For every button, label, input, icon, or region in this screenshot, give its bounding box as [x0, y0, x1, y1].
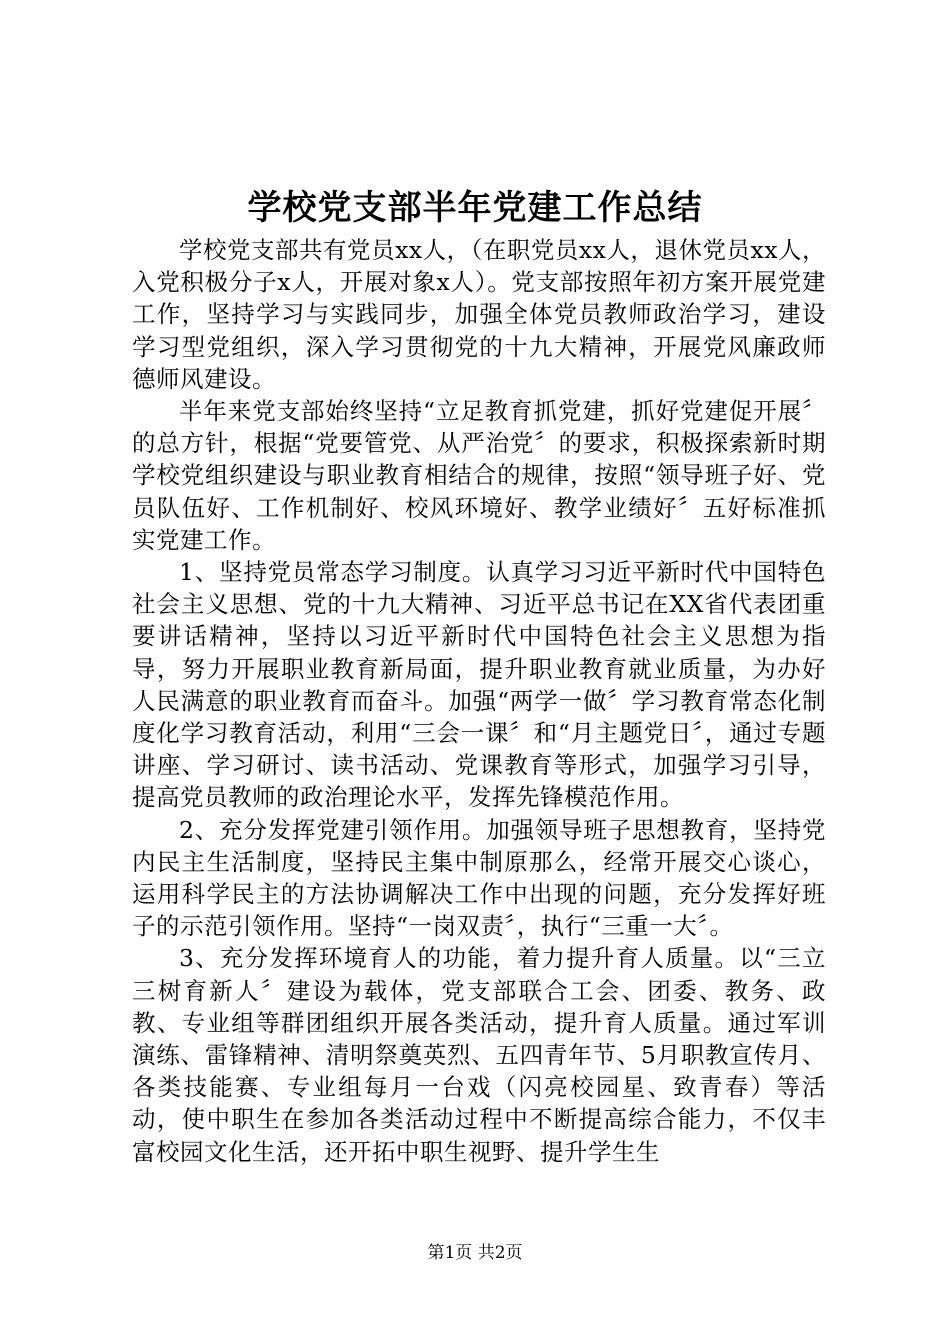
paragraph-policy: 半年来党支部始终坚持“立足教育抓党建，抓好党建促开展〞的总方针，根据“党要管党、从严治党〞的要求，积极探索新时期学校党组织建设与职业教育相结合的规律，按照“领导班子好、党员队伍好、工作机制好、校风环境好、教学业绩好〞五好标准抓实党建工作。 — [132, 397, 826, 554]
paragraph-item-1: 1、坚持党员常态学习制度。认真学习习近平新时代中国特色社会主义思想、党的十九大精神、习近平总书记在XX省代表团重要讲话精神，坚持以习近平新时代中国特色社会主义思想为指导，努力开展职业教育新局面，提升职业教育就业质量，为办好人民满意的职业教育而奋斗。加强“两学一做〞学习教育常态化制度化学习教育活动，利用“三会一课〞和“月主题党日〞，通过专题讲座、学习研讨、读书活动、党课教育等形式，加强学习引导，提高党员教师的政治理论水平，发挥先锋模范作用。 — [132, 558, 826, 812]
paragraph-item-3: 3、充分发挥环境育人的功能，着力提升育人质量。以“三立三树育新人〞建设为载体，党支部联合工会、团委、教务、政教、专业组等群团组织开展各类活动，提升育人质量。通过军训演练、雷锋精神、清明祭奠英烈、五四青年节、5月职教宣传月、各类技能赛、专业组每月一台戏（闪亮校园星、致青春）等活动，使中职生在参加各类活动过程中不断提高综合能力，不仅丰富校园文化生活，还开拓中职生视野、提升学生生 — [132, 944, 826, 1166]
document-title: 学校党支部半年党建工作总结 — [247, 188, 703, 228]
paragraph-intro: 学校党支部共有党员xx人，（在职党员xx人，退休党员xx人，入党积极分子x人，开展对象x人）。党支部按照年初方案开展党建工作，坚持学习与实践同步，加强全体党员教师政治学习，建设学习型党组织，深入学习贯彻党的十九大精神，开展党风廉政师德师风建设。 — [132, 236, 826, 393]
document-body — [132, 234, 826, 1168]
page-number-footer: 第1页 共2页 — [427, 1243, 523, 1263]
paragraph-item-2: 2、充分发挥党建引领作用。加强领导班子思想教育，坚持党内民主生活制度，坚持民主集中制原那么，经常开展交心谈心，运用科学民主的方法协调解决工作中出现的问题，充分发挥好班子的示范引领作用。坚持“一岗双责〞，执行“三重一大〞。 — [132, 815, 826, 941]
